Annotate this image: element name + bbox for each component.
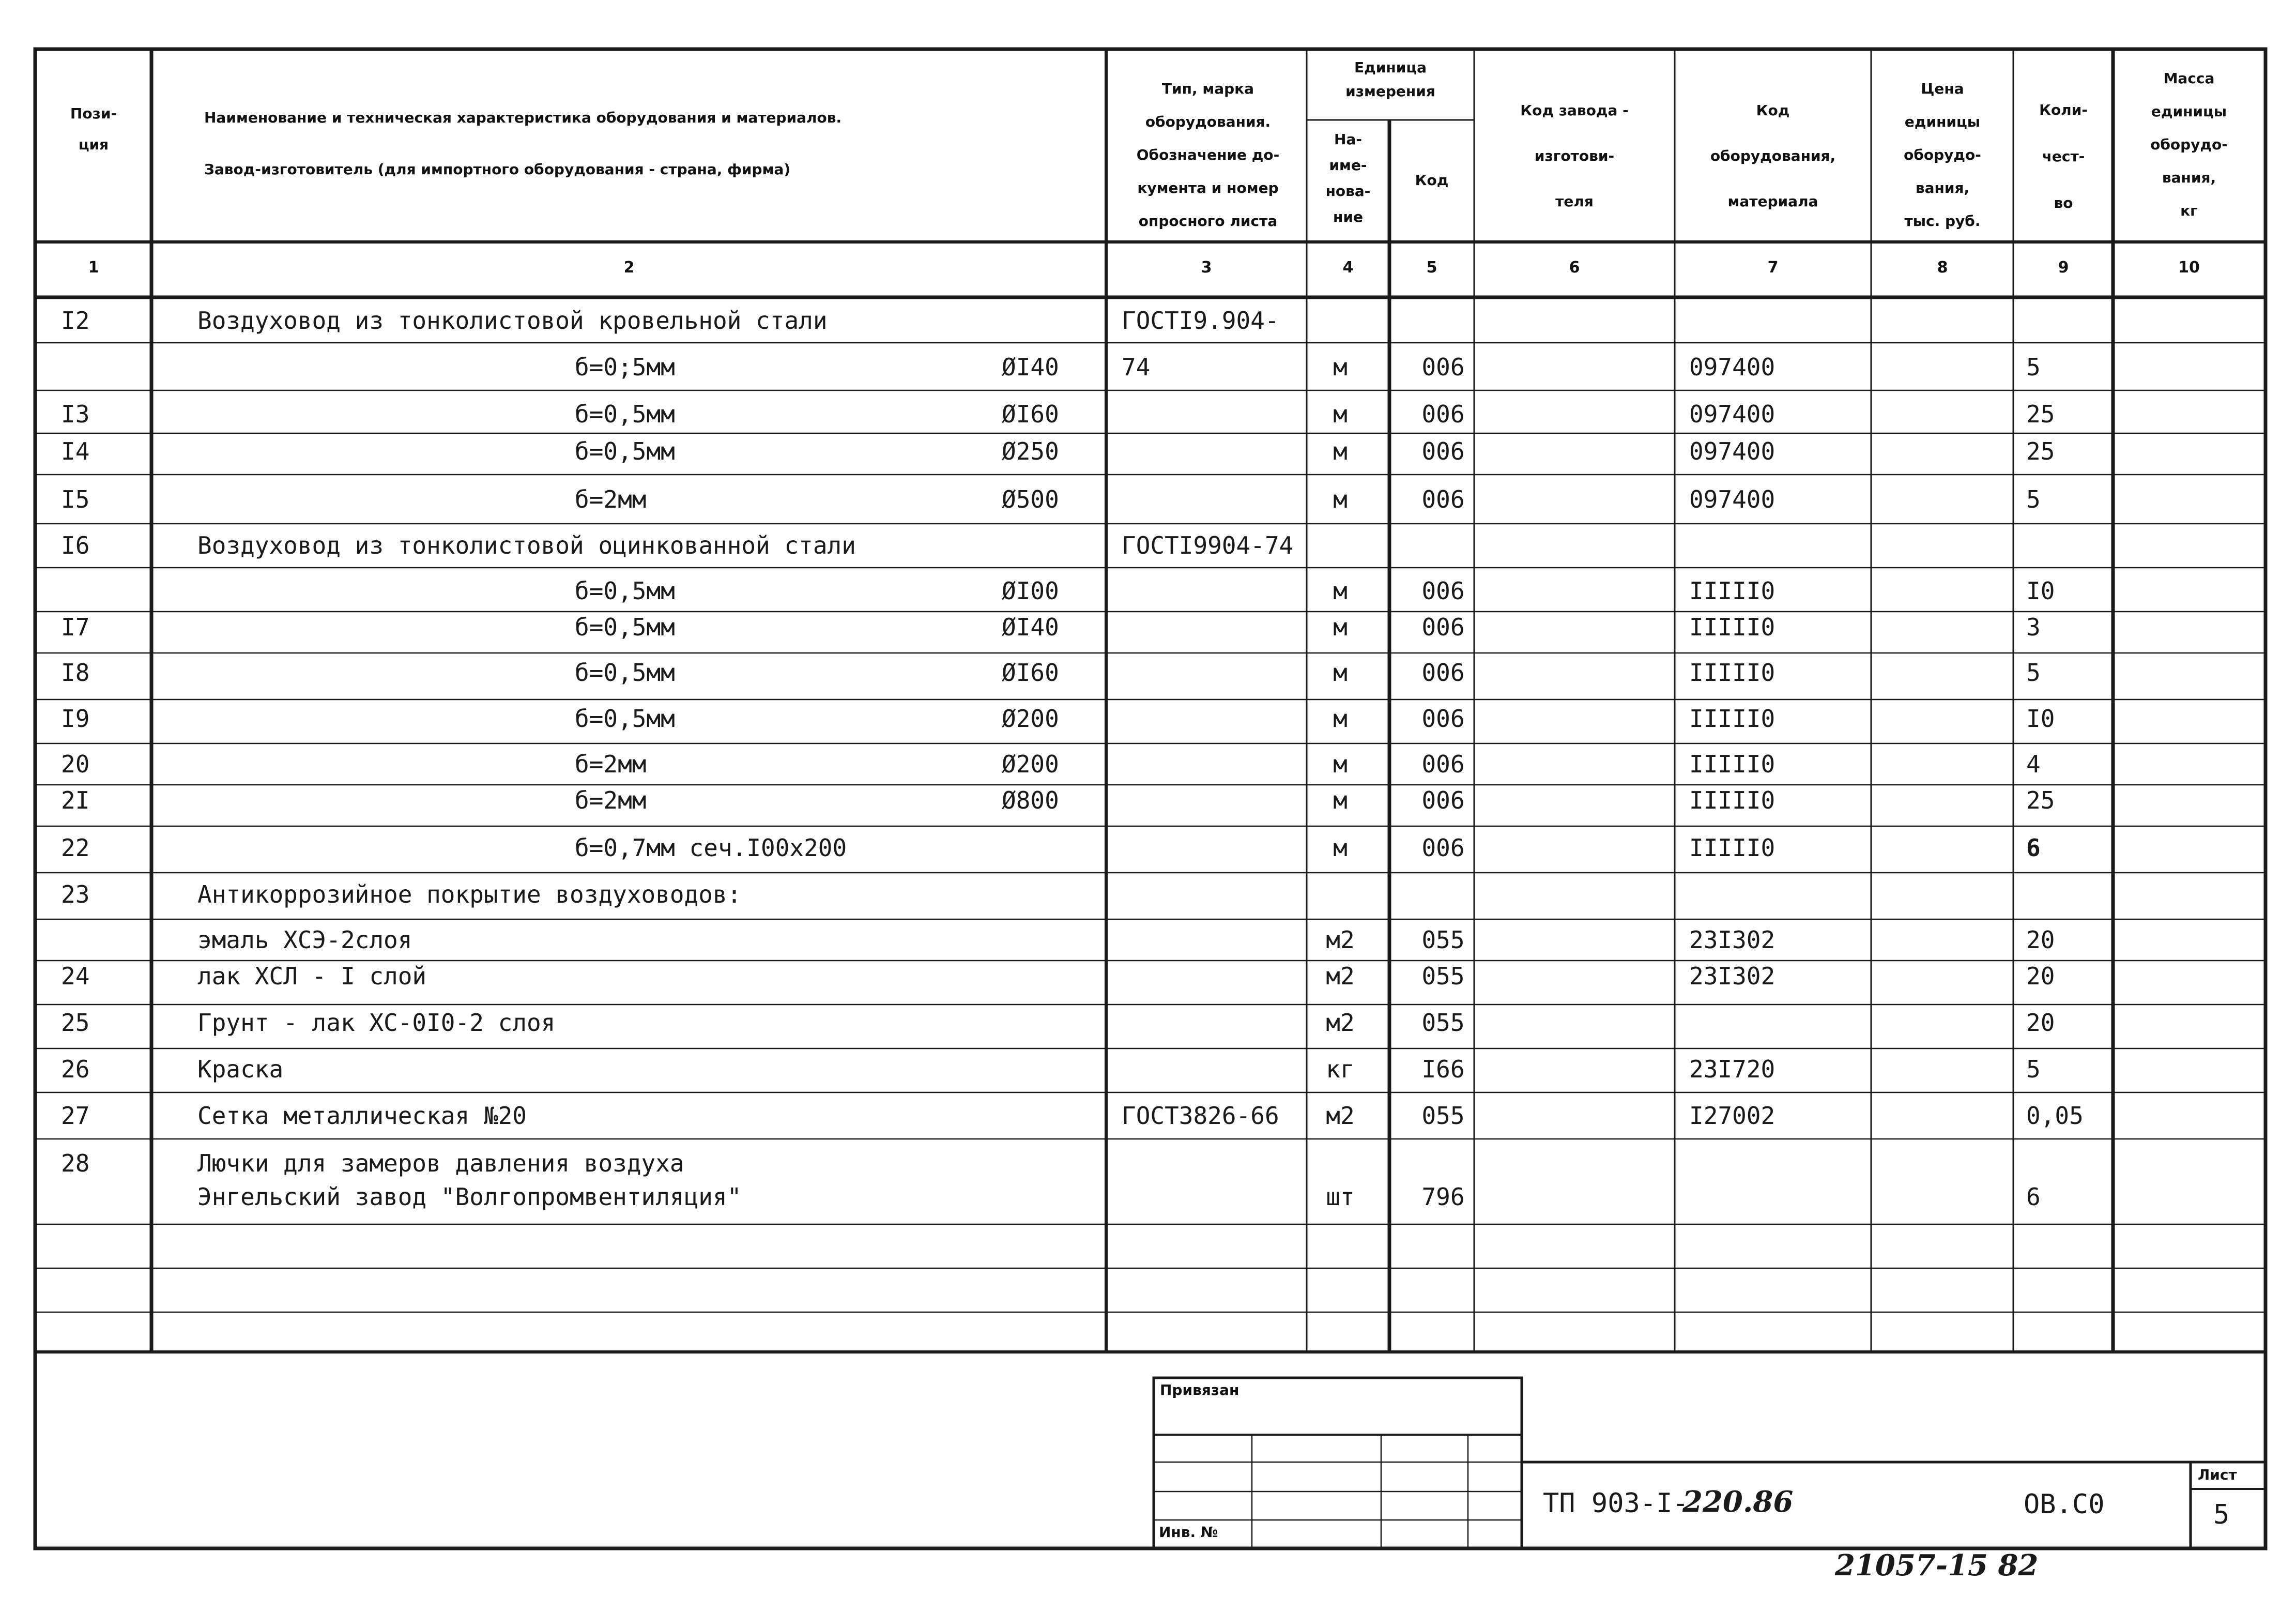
row-quantity: 5 [2026, 485, 2041, 513]
header-text: На- [1334, 131, 1362, 148]
row-position: I7 [61, 613, 90, 641]
header-mass [2114, 62, 2264, 227]
header-text: во [2054, 194, 2073, 211]
row-position: 20 [61, 750, 90, 778]
row-thickness: б=0,5мм [575, 613, 675, 641]
row-quantity: 0,05 [2026, 1102, 2084, 1130]
row-unit: м [1333, 786, 1348, 814]
row-unit: м [1333, 613, 1348, 641]
row-unit-code: 006 [1421, 577, 1465, 605]
row-unit-code: 055 [1421, 962, 1465, 990]
column-number: 3 [1201, 258, 1212, 277]
row-unit: м [1333, 750, 1348, 778]
header-text: кумента и номер [1137, 179, 1279, 196]
header-text: Пози- [70, 105, 117, 122]
header-text: Тип, марка [1161, 80, 1254, 97]
row-quantity: 5 [2026, 1055, 2041, 1083]
column-number: 6 [1569, 258, 1580, 277]
row-material-code: IIIII0 [1689, 659, 1775, 687]
row-quantity: 4 [2026, 750, 2041, 778]
row-diameter: Ø200 [1002, 750, 1059, 778]
row-quantity: 25 [2026, 786, 2055, 814]
header-material-code [1676, 88, 1870, 224]
row-diameter: Ø200 [1002, 705, 1059, 733]
row-material-code: 097400 [1689, 353, 1775, 381]
header-unit-name [1308, 127, 1388, 230]
row-unit: м2 [1326, 926, 1355, 954]
row-unit: м2 [1326, 1009, 1355, 1037]
row-quantity: 6 [2026, 834, 2041, 862]
row-diameter: Ø500 [1002, 485, 1059, 513]
sheet-label: Лист [2198, 1466, 2237, 1483]
row-unit: м [1333, 400, 1348, 428]
row-unit-code: 006 [1421, 659, 1465, 687]
column-number: 4 [1342, 258, 1354, 277]
row-diameter: Ø250 [1002, 437, 1059, 465]
header-text: Наименование и техническая характеристика оборудования и материалов. [204, 109, 842, 126]
header-text: оборудо- [2150, 136, 2228, 153]
row-name: Лючки для замеров давления воздуха [197, 1149, 684, 1177]
row-unit-code: 055 [1421, 926, 1465, 954]
row-unit: м [1333, 353, 1348, 381]
row-thickness: б=0,5мм [575, 705, 675, 733]
row-diameter: ØI60 [1002, 400, 1059, 428]
row-position: 26 [61, 1055, 90, 1083]
row-quantity: 20 [2026, 1009, 2055, 1037]
column-number: 10 [2178, 258, 2200, 277]
row-position: I2 [61, 307, 90, 334]
row-name: эмаль ХСЭ-2слоя [197, 926, 412, 954]
row-quantity: 5 [2026, 659, 2041, 687]
row-position: 28 [61, 1149, 90, 1177]
row-quantity: 6 [2026, 1183, 2041, 1211]
header-text: чест- [2042, 148, 2085, 165]
row-thickness: б=0,7мм сеч.I00х200 [575, 834, 847, 862]
row-name: лак ХСЛ - I слой [197, 962, 427, 990]
row-material-code: I27002 [1689, 1102, 1775, 1130]
header-text: изготови- [1534, 147, 1615, 164]
row-unit-code: 006 [1421, 437, 1465, 465]
document-code: ОВ.С0 [2024, 1489, 2105, 1520]
column-number: 7 [1767, 258, 1779, 277]
header-plant-code [1475, 88, 1674, 224]
header-name [155, 92, 1052, 195]
row-diameter: ØI40 [1002, 613, 1059, 641]
header-price [1872, 72, 2013, 238]
header-text: единицы [1904, 113, 1981, 130]
header-unit-group [1308, 56, 1473, 103]
row-thickness: б=0,5мм [575, 577, 675, 605]
row-position: I4 [61, 437, 90, 465]
row-unit: м2 [1326, 1102, 1355, 1130]
header-text: тыс. руб. [1904, 212, 1981, 230]
row-position: 22 [61, 834, 90, 862]
row-unit: шт [1326, 1183, 1355, 1211]
row-quantity: 5 [2026, 353, 2041, 381]
row-material-code: IIIII0 [1689, 750, 1775, 778]
header-text: ние [1333, 208, 1363, 225]
header-text: материала [1727, 193, 1818, 210]
row-position: 2I [61, 786, 90, 814]
header-text: измерения [1345, 83, 1435, 100]
row-position: I3 [61, 400, 90, 428]
row-name: Краска [197, 1055, 284, 1083]
row-unit-code: 796 [1421, 1183, 1465, 1211]
header-type [1110, 72, 1306, 238]
row-name: Воздуховод из тонколистовой кровельной стали [197, 307, 828, 334]
document-prefix: ТП 903-I- [1543, 1488, 1689, 1519]
header-text: Единица [1354, 59, 1427, 76]
row-thickness: б=0,5мм [575, 400, 675, 428]
column-number: 9 [2058, 258, 2069, 277]
row-unit: м [1333, 834, 1348, 862]
stamp-inventory-label: Инв. № [1159, 1524, 1218, 1541]
row-name: Воздуховод из тонколистовой оцинкованной стали [197, 531, 856, 559]
header-text: вания, [1915, 179, 1970, 196]
column-number: 5 [1426, 258, 1437, 277]
row-unit-code: 006 [1421, 613, 1465, 641]
row-unit-code: 006 [1421, 834, 1465, 862]
row-diameter: ØI40 [1002, 353, 1059, 381]
row-position: I9 [61, 705, 90, 733]
row-material-code: IIIII0 [1689, 613, 1775, 641]
row-material-code: IIIII0 [1689, 577, 1775, 605]
header-text: вания, [2162, 169, 2216, 186]
row-name: Сетка металлическая №20 [197, 1102, 527, 1130]
column-number: 1 [88, 258, 99, 277]
stamp-linked-label: Привязан [1160, 1381, 1239, 1398]
header-unit-code: Код [1415, 172, 1449, 189]
row-position: 23 [61, 880, 90, 908]
row-unit-code: 055 [1421, 1102, 1465, 1130]
column-number: 8 [1937, 258, 1948, 277]
row-type: ГОСТ3826-66 [1122, 1102, 1279, 1130]
header-text: Завод-изготовитель (для импортного оборудования - страна, фирма) [204, 161, 791, 178]
row-position: I6 [61, 531, 90, 559]
header-text: Код завода - [1520, 102, 1629, 119]
row-quantity: 25 [2026, 437, 2055, 465]
row-thickness: б=2мм [575, 750, 647, 778]
row-position: 25 [61, 1009, 90, 1037]
row-quantity: I0 [2026, 577, 2055, 605]
header-text: Цена [1921, 80, 1964, 97]
sheet-number: 5 [2213, 1499, 2230, 1530]
row-unit: кг [1326, 1055, 1355, 1083]
header-position [37, 98, 150, 160]
column-number: 2 [623, 258, 635, 277]
header-quantity [2014, 87, 2113, 226]
row-quantity: 25 [2026, 400, 2055, 428]
row-thickness: б=2мм [575, 485, 647, 513]
row-unit: м [1333, 485, 1348, 513]
row-name: Энгельский завод "Волгопромвентиляция" [197, 1183, 742, 1211]
header-text: теля [1555, 193, 1594, 210]
row-unit: м [1333, 577, 1348, 605]
header-text: име- [1329, 157, 1367, 174]
row-unit-code: 006 [1421, 786, 1465, 814]
header-text: Масса [2163, 70, 2215, 87]
row-unit: м [1333, 659, 1348, 687]
header-text: единицы [2151, 103, 2227, 120]
header-text: нова- [1325, 183, 1371, 200]
row-quantity: 20 [2026, 926, 2055, 954]
row-position: I5 [61, 485, 90, 513]
row-material-code: 097400 [1689, 400, 1775, 428]
row-unit-code: 006 [1421, 750, 1465, 778]
row-quantity: 20 [2026, 962, 2055, 990]
row-type: ГОСТI9.904- [1122, 307, 1279, 334]
row-unit-code: 006 [1421, 705, 1465, 733]
row-unit-code: 055 [1421, 1009, 1465, 1037]
row-name: Грунт - лак ХС-0I0-2 слоя [197, 1009, 556, 1037]
row-unit-code: I66 [1421, 1055, 1465, 1083]
row-unit: м [1333, 705, 1348, 733]
header-text: Коли- [2039, 101, 2088, 118]
row-type: ГОСТI9904-74 [1122, 531, 1294, 559]
row-material-code: 097400 [1689, 485, 1775, 513]
row-unit: м2 [1326, 962, 1355, 990]
row-name: Антикоррозийное покрытие воздуховодов: [197, 880, 742, 908]
header-text: оборудования. [1145, 113, 1271, 130]
row-material-code: 23I302 [1689, 926, 1775, 954]
row-quantity: 3 [2026, 613, 2041, 641]
row-thickness: б=0,5мм [575, 659, 675, 687]
header-text: оборудо- [1904, 146, 1981, 163]
row-material-code: 23I302 [1689, 962, 1775, 990]
row-material-code: IIIII0 [1689, 834, 1775, 862]
row-position: 24 [61, 962, 90, 990]
header-text: Код [1756, 102, 1790, 119]
row-material-code: 23I720 [1689, 1055, 1775, 1083]
row-material-code: IIIII0 [1689, 705, 1775, 733]
row-diameter: ØI60 [1002, 659, 1059, 687]
row-thickness: б=0,5мм [575, 437, 675, 465]
row-diameter: ØI00 [1002, 577, 1059, 605]
row-quantity: I0 [2026, 705, 2055, 733]
row-material-code: 097400 [1689, 437, 1775, 465]
row-unit-code: 006 [1421, 400, 1465, 428]
row-diameter: Ø800 [1002, 786, 1059, 814]
row-position: 27 [61, 1102, 90, 1130]
row-position: I8 [61, 659, 90, 687]
document-number-handwritten: 220.86 [1682, 1485, 1794, 1519]
header-text: Обозначение до- [1136, 146, 1280, 163]
header-text: опросного листа [1138, 212, 1278, 230]
row-material-code: IIIII0 [1689, 786, 1775, 814]
row-unit-code: 006 [1421, 353, 1465, 381]
row-type: 74 [1122, 353, 1151, 381]
header-text: кг [2180, 202, 2198, 219]
row-unit-code: 006 [1421, 485, 1465, 513]
row-unit: м [1333, 437, 1348, 465]
header-text: ция [78, 136, 109, 153]
row-thickness: б=2мм [575, 786, 647, 814]
header-text: оборудования, [1710, 147, 1836, 164]
archive-number-handwritten: 21057-15 82 [1835, 1548, 2039, 1583]
row-thickness: б=0;5мм [575, 353, 675, 381]
